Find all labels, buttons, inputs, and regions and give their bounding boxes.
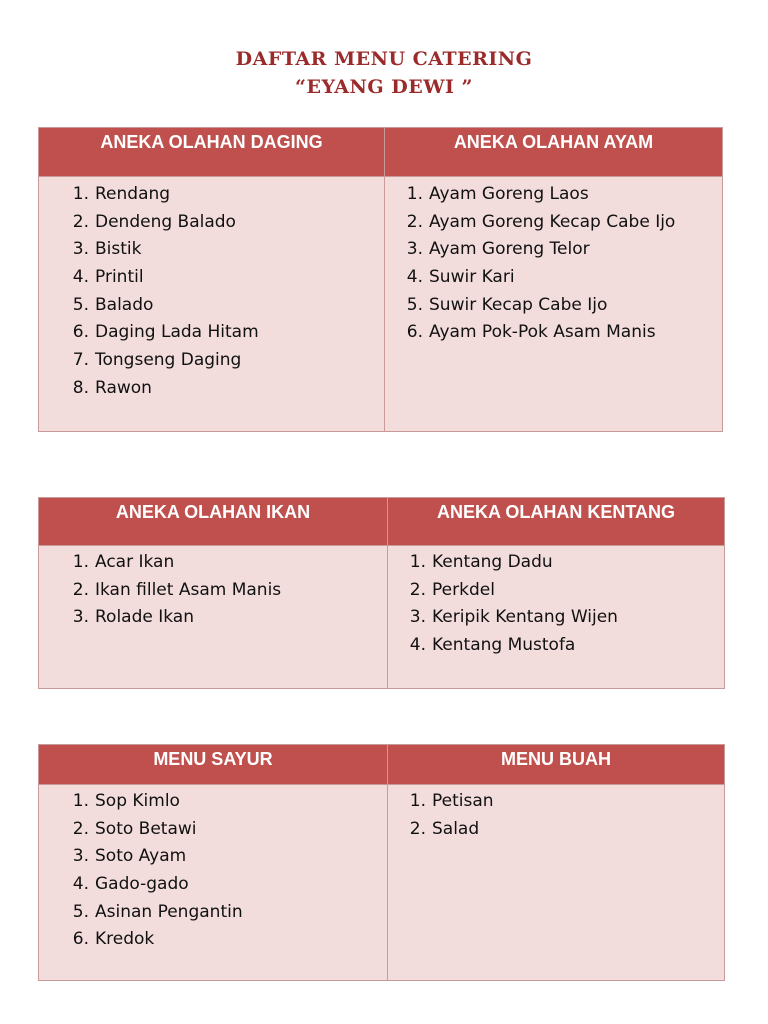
item-number: 3.	[406, 239, 423, 260]
item-label: Petisan	[432, 791, 494, 811]
item-number: 2.	[409, 579, 426, 600]
item-label: Ayam Pok-Pok Asam Manis	[429, 322, 656, 343]
item-number: 2.	[72, 818, 89, 839]
item-label: Tongseng Daging	[95, 350, 242, 371]
item-label: Perkdel	[432, 579, 495, 600]
item-label: Suwir Kari	[429, 267, 515, 288]
item-number: 6.	[72, 929, 89, 950]
item-label: Ikan fillet Asam Manis	[95, 579, 282, 600]
item-number: 1.	[72, 552, 89, 572]
item-label: Kentang Dadu	[432, 552, 553, 572]
menu-item	[65, 347, 384, 375]
menu-item	[65, 843, 387, 871]
header-aneka-olahan-kentang: ANEKA OLAHAN KENTANG	[388, 498, 725, 546]
item-label: Bistik	[95, 239, 142, 260]
item-number: 4.	[72, 267, 89, 288]
menu-item	[65, 871, 387, 899]
menu-item	[65, 375, 384, 403]
list-cell-sayur	[39, 785, 388, 981]
header-menu-sayur: MENU SAYUR	[39, 745, 388, 785]
menu-item	[399, 292, 722, 320]
item-label: Sop Kimlo	[95, 791, 180, 811]
item-label: Suwir Kecap Cabe Ijo	[429, 294, 608, 315]
item-label: Keripik Kentang Wijen	[432, 607, 618, 628]
item-label: Ayam Goreng Kecap Cabe Ijo	[429, 211, 676, 232]
item-number: 5.	[406, 294, 423, 315]
menu-table-sayur-buah	[38, 744, 725, 981]
item-label: Rawon	[95, 377, 152, 398]
item-number: 1.	[406, 184, 423, 204]
menu-item	[65, 788, 387, 816]
menu-item	[65, 292, 384, 320]
menu-item	[65, 549, 387, 577]
item-number: 3.	[72, 239, 89, 260]
menu-item	[65, 181, 384, 209]
menu-item	[65, 577, 387, 605]
header-aneka-olahan-ayam: ANEKA OLAHAN AYAM	[385, 128, 723, 177]
item-number: 8.	[72, 377, 89, 398]
item-label: Soto Betawi	[95, 818, 197, 839]
item-number: 1.	[72, 791, 89, 811]
item-label: Ayam Goreng Telor	[429, 239, 590, 260]
menu-item	[399, 236, 722, 264]
list-cell-kentang	[388, 546, 725, 689]
menu-table-ikan-kentang	[38, 497, 725, 689]
item-label: Balado	[95, 294, 154, 315]
item-label: Salad	[432, 818, 480, 839]
list-cell-ikan	[39, 546, 388, 689]
item-label: Kredok	[95, 929, 155, 950]
menu-item	[402, 549, 724, 577]
item-number: 4.	[406, 267, 423, 288]
menu-item	[399, 209, 722, 237]
item-label: Printil	[95, 267, 144, 288]
menu-item	[65, 264, 384, 292]
item-label: Rendang	[95, 184, 171, 204]
menu-item	[65, 604, 387, 632]
menu-item	[65, 926, 387, 954]
item-number: 7.	[72, 350, 89, 371]
list-cell-ayam	[385, 177, 723, 432]
document-title: DAFTAR MENU CATERING	[235, 48, 533, 70]
menu-item	[402, 788, 724, 816]
item-label: Soto Ayam	[95, 846, 187, 867]
item-label: Rolade Ikan	[95, 607, 194, 628]
menu-item	[402, 816, 724, 844]
item-number: 4.	[72, 874, 89, 895]
item-label: Ayam Goreng Laos	[429, 184, 589, 204]
item-label: Acar Ikan	[95, 552, 175, 572]
menu-item	[65, 816, 387, 844]
menu-item	[399, 319, 722, 347]
item-label: Asinan Pengantin	[95, 901, 243, 922]
menu-table-daging-ayam	[38, 127, 723, 432]
item-number: 4.	[409, 635, 426, 656]
item-number: 2.	[72, 579, 89, 600]
menu-item	[65, 319, 384, 347]
header-menu-buah: MENU BUAH	[388, 745, 725, 785]
menu-item	[399, 264, 722, 292]
list-cell-daging	[39, 177, 385, 432]
document-subtitle: “EYANG DEWI ”	[295, 76, 473, 98]
item-number: 3.	[409, 607, 426, 628]
item-number: 2.	[72, 211, 89, 232]
item-number: 5.	[72, 294, 89, 315]
item-label: Daging Lada Hitam	[95, 322, 259, 343]
item-label: Dendeng Balado	[95, 211, 236, 232]
menu-item	[399, 181, 722, 209]
item-number: 1.	[409, 552, 426, 572]
item-number: 1.	[409, 791, 426, 811]
item-number: 6.	[72, 322, 89, 343]
menu-item	[65, 236, 384, 264]
item-number: 3.	[72, 607, 89, 628]
item-number: 1.	[72, 184, 89, 204]
item-number: 3.	[72, 846, 89, 867]
menu-item	[402, 577, 724, 605]
item-label: Kentang Mustofa	[432, 635, 576, 656]
item-number: 2.	[406, 211, 423, 232]
item-label: Gado-gado	[95, 874, 189, 895]
item-number: 2.	[409, 818, 426, 839]
menu-item	[65, 209, 384, 237]
item-number: 6.	[406, 322, 423, 343]
menu-item	[402, 604, 724, 632]
list-cell-buah	[388, 785, 725, 981]
menu-item	[402, 632, 724, 660]
header-aneka-olahan-daging: ANEKA OLAHAN DAGING	[39, 128, 385, 177]
header-aneka-olahan-ikan: ANEKA OLAHAN IKAN	[39, 498, 388, 546]
item-number: 5.	[72, 901, 89, 922]
menu-item	[65, 899, 387, 927]
